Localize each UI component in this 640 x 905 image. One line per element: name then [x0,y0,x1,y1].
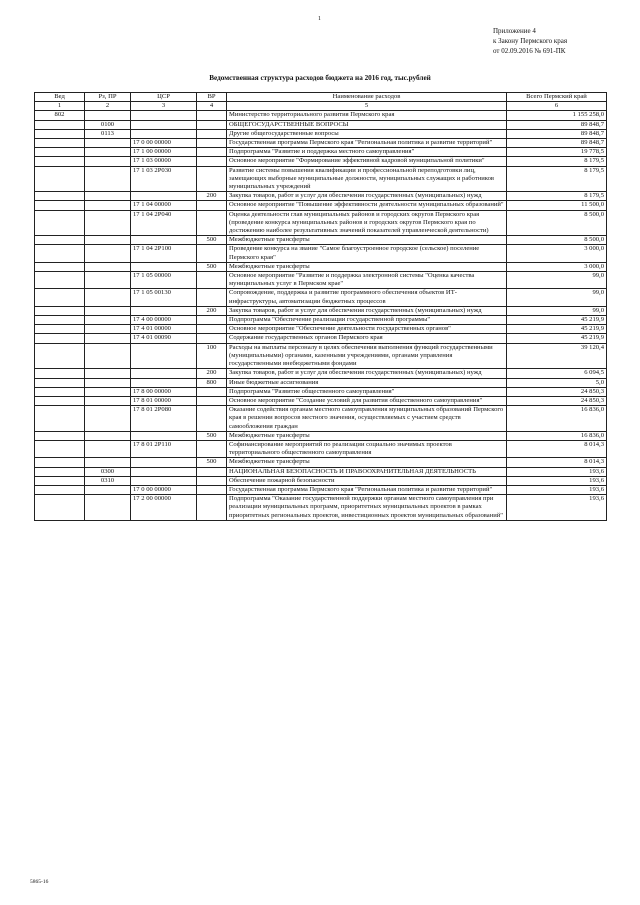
row-vr [197,111,227,120]
row-vr: 500 [197,431,227,440]
table-row [35,378,607,387]
row-rz [85,148,131,157]
row-csr: 17 1 03 00000 [131,157,197,166]
row-total: 1 155 258,0 [507,111,607,120]
row-csr [131,378,197,387]
col-number: 3 [131,102,197,111]
row-ved [35,325,85,334]
row-ved [35,334,85,343]
row-vr: 500 [197,236,227,245]
row-ved [35,120,85,129]
row-total: 24 850,3 [507,387,607,396]
row-name: Подпрограмма "Развитие общественного самоуправления" [227,387,507,396]
row-csr: 17 0 00 00000 [131,485,197,494]
row-total: 16 836,0 [507,406,607,432]
row-vr [197,396,227,405]
row-csr: 17 2 00 00000 [131,495,197,521]
table-row [35,396,607,405]
row-vr: 500 [197,458,227,467]
row-name: Межбюджетные трансферты [227,458,507,467]
row-name: Государственная программа Пермского края "Региональная политика и развитие территорий" [227,485,507,494]
appendix-line-1: Приложение 4 [493,27,536,35]
row-total: 5,0 [507,378,607,387]
row-total: 8 500,0 [507,210,607,236]
col-number: 1 [35,102,85,111]
header-vr: ВР [197,93,227,102]
row-vr [197,272,227,289]
row-csr [131,236,197,245]
table-row [35,120,607,129]
row-vr [197,139,227,148]
row-name: Подпрограмма "Развитие и поддержка местного самоуправления" [227,148,507,157]
table-row [35,325,607,334]
row-ved [35,316,85,325]
row-rz [85,495,131,521]
row-ved [35,192,85,201]
table-row [35,289,607,306]
row-total: 193,6 [507,485,607,494]
row-rz [85,378,131,387]
row-name: НАЦИОНАЛЬНАЯ БЕЗОПАСНОСТЬ И ПРАВООХРАНИТЕЛЬНАЯ ДЕЯТЕЛЬНОСТЬ [227,467,507,476]
row-csr [131,343,197,369]
row-vr [197,210,227,236]
row-csr: 17 8 00 00000 [131,387,197,396]
row-ved [35,396,85,405]
table-row [35,369,607,378]
row-csr: 17 1 05 00130 [131,289,197,306]
row-vr [197,166,227,192]
document-title: Ведомственная структура расходов бюджета на 2016 год, тыс.рублей [209,74,431,82]
row-name: Развитие системы повышения квалификации и профессиональной переподготовки лиц, замещающих выборные муниципальные должности, муниципальных служащих и работников муниципальных учреждений [227,166,507,192]
row-total: 8 014,3 [507,458,607,467]
row-vr [197,325,227,334]
row-ved [35,458,85,467]
row-csr [131,458,197,467]
row-total: 89 848,7 [507,139,607,148]
row-rz [85,306,131,315]
row-ved [35,272,85,289]
row-vr [197,440,227,457]
table-row [35,201,607,210]
row-name: Софинансирование мероприятий по реализации социально значимых проектов территориального общественного самоуправления [227,440,507,457]
row-total: 89 848,7 [507,120,607,129]
row-vr: 200 [197,306,227,315]
col-number: 6 [507,102,607,111]
header-ved: Вед [35,93,85,102]
row-rz [85,201,131,210]
row-ved [35,440,85,457]
row-rz [85,396,131,405]
row-total: 45 219,9 [507,316,607,325]
row-total: 8 179,5 [507,192,607,201]
row-rz: 0300 [85,467,131,476]
row-total: 89 848,7 [507,129,607,138]
table-row [35,210,607,236]
table-row [35,440,607,457]
table-header-row [35,93,607,102]
row-total: 45 219,9 [507,334,607,343]
row-csr: 17 8 01 00000 [131,396,197,405]
table-row [35,495,607,521]
row-ved [35,201,85,210]
row-name: Подпрограмма "Оказание государственной поддержки органам местного самоуправления при реализации муниципальных программ, приоритетных муниципальных проектов в рамках приоритетных региональных проектов, инвестиционных проектов муниципальных образований" [227,495,507,521]
row-total: 99,0 [507,306,607,315]
row-vr [197,245,227,262]
table-row [35,306,607,315]
row-total: 6 094,5 [507,369,607,378]
row-ved [35,378,85,387]
table-row [35,316,607,325]
row-csr: 17 1 00 00000 [131,148,197,157]
row-vr [197,485,227,494]
row-rz [85,210,131,236]
row-rz [85,343,131,369]
row-vr: 800 [197,378,227,387]
row-ved [35,139,85,148]
row-name: Иные бюджетные ассигнования [227,378,507,387]
row-csr: 17 1 04 00000 [131,201,197,210]
row-vr [197,148,227,157]
appendix-line-2: к Закону Пермского края [493,37,568,45]
table-row [35,467,607,476]
row-rz [85,458,131,467]
row-vr [197,289,227,306]
row-rz [85,406,131,432]
row-csr: 17 4 00 00000 [131,316,197,325]
row-csr [131,431,197,440]
row-name: ОБЩЕГОСУДАРСТВЕННЫЕ ВОПРОСЫ [227,120,507,129]
row-ved [35,467,85,476]
row-name: Основное мероприятие "Формирование эффективной кадровой муниципальной политики" [227,157,507,166]
table-row [35,129,607,138]
row-rz [85,325,131,334]
table-row [35,262,607,271]
row-csr [131,262,197,271]
table-row [35,166,607,192]
row-csr [131,369,197,378]
table-number-row [35,102,607,111]
table-row [35,334,607,343]
row-rz [85,262,131,271]
header-total: Всего Пермский край [507,93,607,102]
table-row [35,485,607,494]
row-name: Государственная программа Пермского края "Региональная политика и развитие территорий" [227,139,507,148]
row-ved [35,369,85,378]
row-total: 99,0 [507,272,607,289]
row-vr [197,157,227,166]
row-name: Сопровождение, поддержка и развитие программного обеспечения объектов ИТ-инфраструктуры, автоматизации бюджетных процессов [227,289,507,306]
row-total: 99,0 [507,289,607,306]
row-rz [85,316,131,325]
row-ved [35,431,85,440]
header-name: Наименование расходов [227,93,507,102]
row-name: Закупка товаров, работ и услуг для обеспечения государственных (муниципальных) нужд [227,192,507,201]
row-name: Межбюджетные трансферты [227,236,507,245]
row-total: 24 850,3 [507,396,607,405]
row-vr [197,120,227,129]
row-name: Содержание государственных органов Пермского края [227,334,507,343]
row-rz [85,245,131,262]
row-total: 39 120,4 [507,343,607,369]
row-rz [85,236,131,245]
row-vr [197,467,227,476]
row-csr [131,192,197,201]
row-vr: 500 [197,262,227,271]
row-name: Межбюджетные трансферты [227,262,507,271]
row-ved [35,485,85,494]
row-vr [197,476,227,485]
row-rz [85,157,131,166]
table-row [35,406,607,432]
row-total: 8 179,5 [507,166,607,192]
row-csr [131,111,197,120]
row-name: Подпрограмма "Обеспечение реализации государственной программы" [227,316,507,325]
row-rz [85,166,131,192]
row-total: 193,6 [507,467,607,476]
row-csr [131,129,197,138]
row-csr [131,120,197,129]
row-rz [85,440,131,457]
row-vr: 200 [197,369,227,378]
row-csr: 17 8 01 2Р110 [131,440,197,457]
footer-code: 5865-16 [30,879,49,885]
row-vr [197,201,227,210]
col-number: 2 [85,102,131,111]
row-csr [131,476,197,485]
header-csr: ЦСР [131,93,197,102]
row-rz [85,139,131,148]
row-name: Закупка товаров, работ и услуг для обеспечения государственных (муниципальных) нужд [227,306,507,315]
header-rz: Рз, ПР [85,93,131,102]
expenditure-table [34,92,607,521]
row-rz [85,387,131,396]
row-ved [35,129,85,138]
table-body [35,111,607,520]
col-number: 5 [227,102,507,111]
row-vr [197,334,227,343]
row-ved [35,476,85,485]
table-row [35,111,607,120]
row-vr [197,316,227,325]
row-name: Другие общегосударственные вопросы [227,129,507,138]
row-rz [85,289,131,306]
row-ved [35,245,85,262]
row-total: 19 778,5 [507,148,607,157]
row-ved: 802 [35,111,85,120]
row-total: 11 500,0 [507,201,607,210]
row-total: 45 219,9 [507,325,607,334]
row-name: Межбюджетные трансферты [227,431,507,440]
row-ved [35,387,85,396]
table-row [35,431,607,440]
row-csr: 17 4 01 00000 [131,325,197,334]
row-rz [85,334,131,343]
row-rz [85,272,131,289]
appendix-line-3: от 02.09.2016 № 691-ПК [493,47,566,55]
row-ved [35,210,85,236]
row-name: Основное мероприятие "Создание условий для развития общественного самоуправления" [227,396,507,405]
row-ved [35,289,85,306]
row-total: 8 179,5 [507,157,607,166]
row-name: Оценка деятельности глав муниципальных районов и городских округов Пермского края (проведение конкурса муниципальных районов и городских округов Пермского края по достижению наиболее результативных значений показателей управленческой деятельности) [227,210,507,236]
row-csr [131,467,197,476]
row-ved [35,495,85,521]
table-row [35,387,607,396]
row-rz: 0113 [85,129,131,138]
row-name: Закупка товаров, работ и услуг для обеспечения государственных (муниципальных) нужд [227,369,507,378]
table-row [35,157,607,166]
table-row [35,245,607,262]
row-ved [35,148,85,157]
table-row [35,458,607,467]
row-rz [85,431,131,440]
row-csr: 17 4 01 00090 [131,334,197,343]
row-csr: 17 1 04 2Р100 [131,245,197,262]
row-name: Проведение конкурса на звание "Самое благоустроенное городское (сельское) поселение Пермского края" [227,245,507,262]
row-ved [35,262,85,271]
row-name: Основное мероприятие "Развитие и поддержка электронной системы "Оценка качества муниципальных услуг в Пермском крае" [227,272,507,289]
table-row [35,148,607,157]
row-rz [85,369,131,378]
row-vr: 200 [197,192,227,201]
row-total: 3 000,0 [507,262,607,271]
row-name: Обеспечение пожарной безопасности [227,476,507,485]
row-ved [35,166,85,192]
row-name: Министерство территориального развития Пермского края [227,111,507,120]
row-csr: 17 0 00 00000 [131,139,197,148]
row-vr [197,406,227,432]
page-number: 1 [318,16,321,22]
row-ved [35,157,85,166]
table-row [35,192,607,201]
row-vr [197,387,227,396]
row-ved [35,343,85,369]
row-csr: 17 1 05 00000 [131,272,197,289]
row-total: 8 500,0 [507,236,607,245]
row-name: Расходы на выплаты персоналу в целях обеспечения выполнения функций государственными (муниципальными) органами, казенными учреждениями, органами управления государственными внебюджетными фондами [227,343,507,369]
row-vr: 100 [197,343,227,369]
appendix-note [493,26,567,56]
row-ved [35,406,85,432]
row-vr [197,129,227,138]
row-vr [197,495,227,521]
row-total: 193,6 [507,476,607,485]
row-name: Оказание содействия органам местного самоуправления муниципальных образований Пермского края в решении вопросов местного значения, осуществляемых с участием средств самообложения граждан [227,406,507,432]
table-row [35,236,607,245]
row-name: Основное мероприятие "Повышение эффективности деятельности муниципальных образований" [227,201,507,210]
row-total: 3 000,0 [507,245,607,262]
table-row [35,343,607,369]
table-row [35,272,607,289]
row-rz [85,485,131,494]
row-rz: 0310 [85,476,131,485]
row-csr [131,306,197,315]
col-number: 4 [197,102,227,111]
row-rz [85,111,131,120]
table-row [35,476,607,485]
row-total: 193,6 [507,495,607,521]
row-total: 16 836,0 [507,431,607,440]
table-row [35,139,607,148]
row-rz [85,192,131,201]
row-ved [35,236,85,245]
row-csr: 17 8 01 2Р080 [131,406,197,432]
row-rz: 0100 [85,120,131,129]
row-csr: 17 1 03 2Р030 [131,166,197,192]
row-ved [35,306,85,315]
row-total: 8 014,3 [507,440,607,457]
row-csr: 17 1 04 2Р040 [131,210,197,236]
row-name: Основное мероприятие "Обеспечение деятельности государственных органов" [227,325,507,334]
